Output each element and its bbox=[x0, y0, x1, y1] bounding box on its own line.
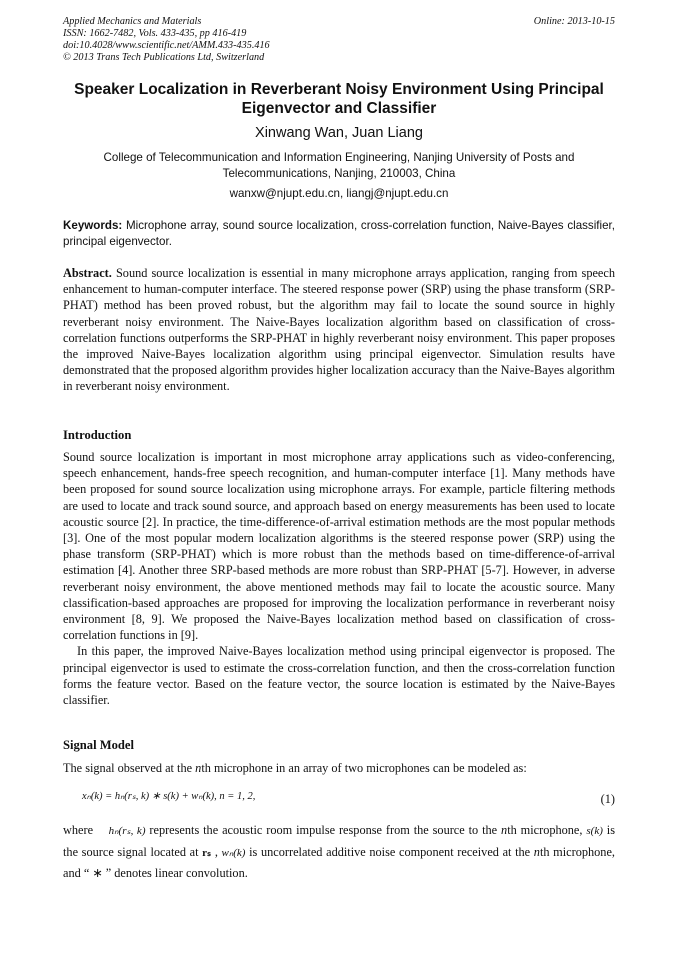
signal-model-intro bbox=[63, 760, 615, 776]
signal-model-heading: Signal Model bbox=[63, 738, 135, 752]
where-text: th microphone, bbox=[507, 823, 587, 837]
equation-explanation bbox=[63, 820, 615, 884]
signal-intro-n: n bbox=[195, 761, 202, 775]
author-affiliation: College of Telecommunication and Information Engineering, Nanjing University of Posts and Telecommunications, Nanjing, 210003, China bbox=[103, 151, 575, 180]
copyright-line: © 2013 Trans Tech Publications Ltd, Switzerland bbox=[63, 52, 265, 63]
equation-1 bbox=[82, 789, 615, 805]
signal-intro-text: The signal observed at the bbox=[63, 761, 196, 775]
keywords-section bbox=[63, 218, 615, 250]
where-text: th microphone, and “ ∗ ” denotes linear convolution. bbox=[63, 844, 615, 880]
introduction-body bbox=[63, 449, 615, 708]
author-emails: wanxw@njupt.edu.cn, liangj@njupt.edu.cn bbox=[229, 187, 449, 200]
abstract-section bbox=[63, 265, 615, 395]
abstract-label: Abstract. bbox=[63, 266, 112, 280]
paper-title: Speaker Localization in Reverberant Noisy Environment Using Principal Eigenvector and Classifier bbox=[74, 81, 604, 117]
online-date: Online: 2013-10-15 bbox=[533, 16, 615, 27]
symbol-impulse-response: hₙ(rₛ, k) bbox=[108, 825, 146, 837]
where-text: is the source signal located at bbox=[63, 823, 615, 859]
where-text: is uncorrelated additive noise component received at the bbox=[245, 844, 534, 859]
symbol-noise: wₙ(k) bbox=[221, 846, 246, 859]
journal-name: Applied Mechanics and Materials bbox=[63, 16, 202, 27]
signal-intro-text-2: th microphone in an array of two microphones can be modeled as: bbox=[201, 761, 527, 775]
equation-number: (1) bbox=[600, 792, 615, 806]
where-n: n bbox=[501, 823, 508, 837]
where-n: n bbox=[533, 844, 540, 859]
abstract-text: Sound source localization is essential in many microphone arrays application, ranging from speech enhancement to human-computer interface. The steered response power (SRP) using the phase transform (SRP-PHAT) method has been proved robust, but the algorithm may fail to locate the sound source in highly reverberant noisy environment. The Naive-Bayes localization algorithm based on classification of cross-correlation functions outperforms the SRP-PHAT in highly reverberant noisy environment. This paper proposes the improved Naive-Bayes localization algorithm using principal eigenvector. Simulation results have demonstrated that the proposed algorithm provides higher localization accuracy than the Naive-Bayes algorithm in reverberant noisy environment. bbox=[63, 266, 615, 394]
where-text: where bbox=[63, 823, 94, 837]
keywords-label: Keywords: bbox=[63, 219, 123, 232]
doi-line: doi:10.4028/www.scientific.net/AMM.433-435.416 bbox=[63, 40, 270, 51]
where-text: , bbox=[211, 844, 222, 859]
journal-header bbox=[63, 16, 615, 64]
symbol-source-location: rₛ bbox=[202, 846, 212, 859]
keywords-text: Microphone array, sound source localization, cross-correlation function, Naive-Bayes classifier, principal eigenvector. bbox=[63, 219, 615, 248]
issn-line: ISSN: 1662-7482, Vols. 433-435, pp 416-419 bbox=[63, 28, 247, 39]
introduction-paragraph-2: In this paper, the improved Naive-Bayes localization method using principal eigenvector is proposed. The principal eigenvector is used to estimate the cross-correlation function, and then the cross-correlation function forms the feature vector. Based on the feature vector, the source location is estimated by the Naive-Bayes classifier. bbox=[63, 644, 615, 708]
introduction-paragraph-1: Sound source localization is important in most microphone array applications such as video-conferencing, speech enhancement, hands-free speech recognition, and human-computer interface [1]. Many methods have been proposed for sound source localization using microphone arrays. For example, particle filtering methods are used to locate and track sound source, and approach based on energy measurements has been used to locate acoustic source [2]. In practice, the time-difference-of-arrival estimation methods are the most popular methods [3]. One of the most popular modern localization algorithms is the steered response power (SRP) using the phase transform (SRP-PHAT) which is more robust than the methods based on time-difference-of-arrival estimation [4]. Another three SRP-based methods are more robust than SRP-PHAT [5-7]. However, in adverse reverberant noisy environment, the above mentioned methods may fail to locate the acoustic source. Many classification-based approaches are proposed for improving the localization performance in reverberant noisy environment [8, 9]. We proposed the Naive-Bayes localization method based on classification of cross-correlation functions in [9]. bbox=[63, 450, 615, 643]
where-text: represents the acoustic room impulse response from the source to the bbox=[145, 823, 502, 837]
symbol-source-signal: s(k) bbox=[586, 825, 603, 837]
equation-expression: xₙ(k) = hₙ(rₛ, k) ∗ s(k) + wₙ(k), n = 1, 2, bbox=[82, 791, 256, 802]
introduction-heading: Introduction bbox=[63, 428, 132, 442]
paper-authors: Xinwang Wan, Juan Liang bbox=[255, 125, 423, 141]
